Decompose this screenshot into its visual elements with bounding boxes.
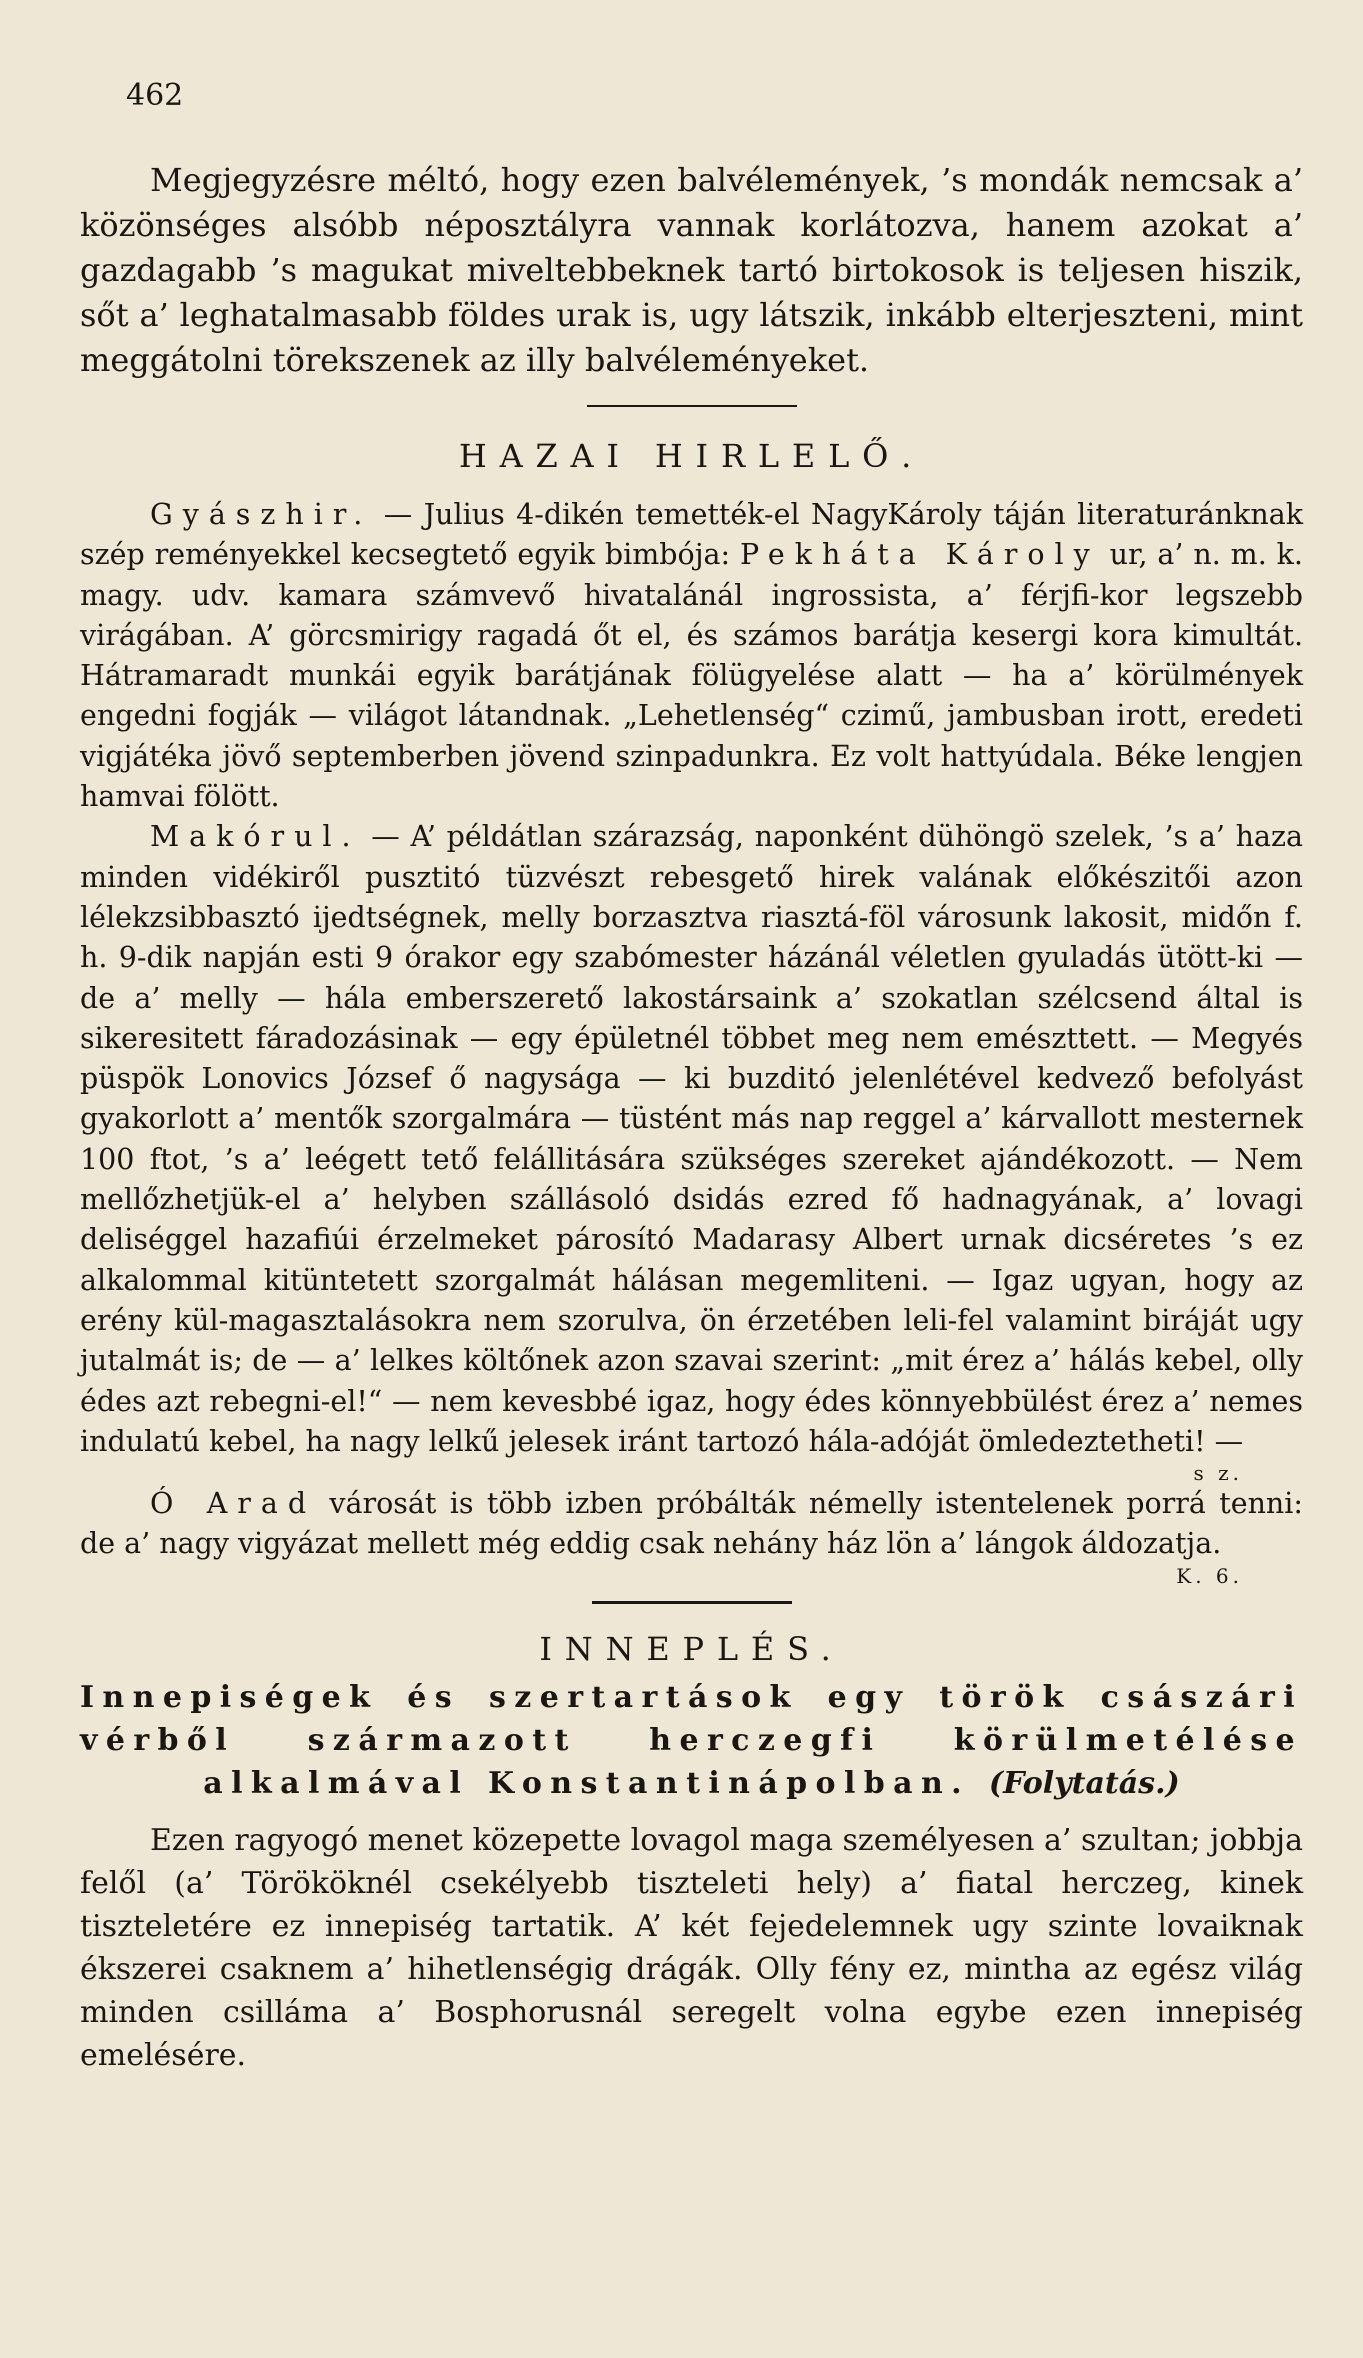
author-signature: K. 6. bbox=[1176, 1563, 1243, 1588]
page-number: 462 bbox=[126, 78, 184, 113]
section-divider bbox=[587, 405, 797, 407]
article-subtitle bbox=[80, 1676, 1303, 1805]
article-body: Ezen ragyogó menet közepette lovagol maga személyesen a’ szultan; jobbja felől (a’ Törököknél csekélyebb tiszteleti hely) a’ fiatal herczeg, kinek tiszteletére ez innepiség tartatik. A’ két fejedelemnek ugy szinte lovaiknak ékszerei csaknem a’ hihetlenségig drágák. Olly fény ez, mintha az egész világ minden csillámа a’ Bosphorusnál seregelt volna egybe ezen innepiség emelésére. bbox=[80, 1822, 1303, 2073]
person-name: Pekháta Károly bbox=[740, 538, 1100, 572]
article-subtitle-text: Innepiségek és szertartások egy török császári vérből származott herczegfi körülmetélése alkalmával Konstantinápolban. bbox=[80, 1679, 1303, 1801]
news-item-gyaszhir bbox=[80, 495, 1303, 817]
news-item-makorul bbox=[80, 817, 1303, 1462]
section-title-inneples: INNEPLÉS. bbox=[539, 1629, 844, 1668]
news-item-text: ur, a’ n. m. k. magy. udv. kamara számvevő hivatalánál ingrossista, a’ férjfi-kor legszebb virágában. A’ görcsmirigy ragadá őt el, és számos barátja kesergi kora kimultát. Hátramaradt munkái egyik barátjának fölügyelése alatt — ha a’ körülmények engedni fogják — világot látandnak. „Lehetlenség“ czimű, jambusban irott, eredeti vigjátéka jövő septemberben jövend szinpadunkra. Ez volt hattyúdala. Béke lengjen hamvai fölött. bbox=[80, 538, 1303, 814]
news-item-text: — Julius 4-dikén temették-el NagyKároly táján literaturánknak szép reményekkel kecsegtető egyik bimbója: bbox=[80, 498, 1303, 572]
intro-paragraph: Megjegyzésre méltó, hogy ezen balvélemények, ’s mondák nemcsak a’ közönséges alsóbb néposztályra vannak korlátozva, hanem azokat a’ gazdagabb ’s magukat miveltebbeknek tartó birtokosok is teljesen hiszik, sőt a’ leghatalmasabb földes urak is, ugy látszik, inkább elterjeszteni, mint meggátolni törekszenek az illy balvéleményeket. bbox=[80, 161, 1303, 379]
news-item-text: — A’ példátlan szárazság, naponként dühöngö szelek, ’s a’ haza minden vidékiről pusztitó tüzvészt rebesgető hirek valának előkészitői azon lélekzsibbasztó ijedtségnek, melly borzasztva riasztá-föl városunk lakosit, midőn f. h. 9-dik napján esti 9 órakor egy szabómester házánál véletlen gyuladás ütött-ki — de a’ melly — hála emberszerető lakostársaink a’ szokatlan szélcsend által is sikeresitett fáradozásinak — egy épületnél többet meg nem emészttett. — Megyés püspök Lonovics József ő nagysága — ki buzditó jelenlétével kedvező befolyást gyakorlott a’ mentők szorgalmára — tüstént más nap reggel a’ kárvallott mesternek 100 ftot, ’s a’ leégett tető felállitására szükséges szereket ajándékozott. — Nem mellőzhetjük-el a’ helyben szállásoló dsidás ezred fő hadnagyának, a’ lovagi deliséggel hazafiúi érzelmeket párosító Madarasy Albert urnak dicséretes ’s ez alkalommal kitüntetett szorgalmát hálásan megemliteni. — Igaz ugyan, hogy az erény kül-magasztalásokra nem szorulva, ön érzetében leli-fel valamint biráját ugy jutalmát is; de — a’ lelkes költőnek azon szavai szerint: „mit érez a’ hálás kebel, olly édes azt rebegni-el!“ — nem kevesbbé igaz, hogy édes könnyebbülést érez a’ nemes indulatú kebel, ha nagy lelkű jelesek iránt tartozó hála-adóját ömledeztetheti! — bbox=[80, 820, 1303, 1458]
author-signature: s z. bbox=[1193, 1461, 1243, 1486]
news-item-arad bbox=[80, 1484, 1303, 1565]
continuation-tag: (Folytatás.) bbox=[988, 1765, 1180, 1801]
news-item-lead: Gyászhir. bbox=[150, 498, 373, 531]
news-item-text: városát is több izben próbálták némelly istentelenek porrá tenni: de a’ nagy vigyázat mellett még eddig csak nehány ház lön a’ lángok áldozatja. bbox=[80, 1487, 1304, 1561]
section-divider bbox=[592, 1601, 792, 1604]
section-title-hazai-hirlelo: HAZAI HIRLELŐ. bbox=[458, 437, 925, 475]
news-item-lead: Makórul. bbox=[150, 820, 361, 854]
news-item-lead: Ó Arad bbox=[150, 1487, 317, 1521]
